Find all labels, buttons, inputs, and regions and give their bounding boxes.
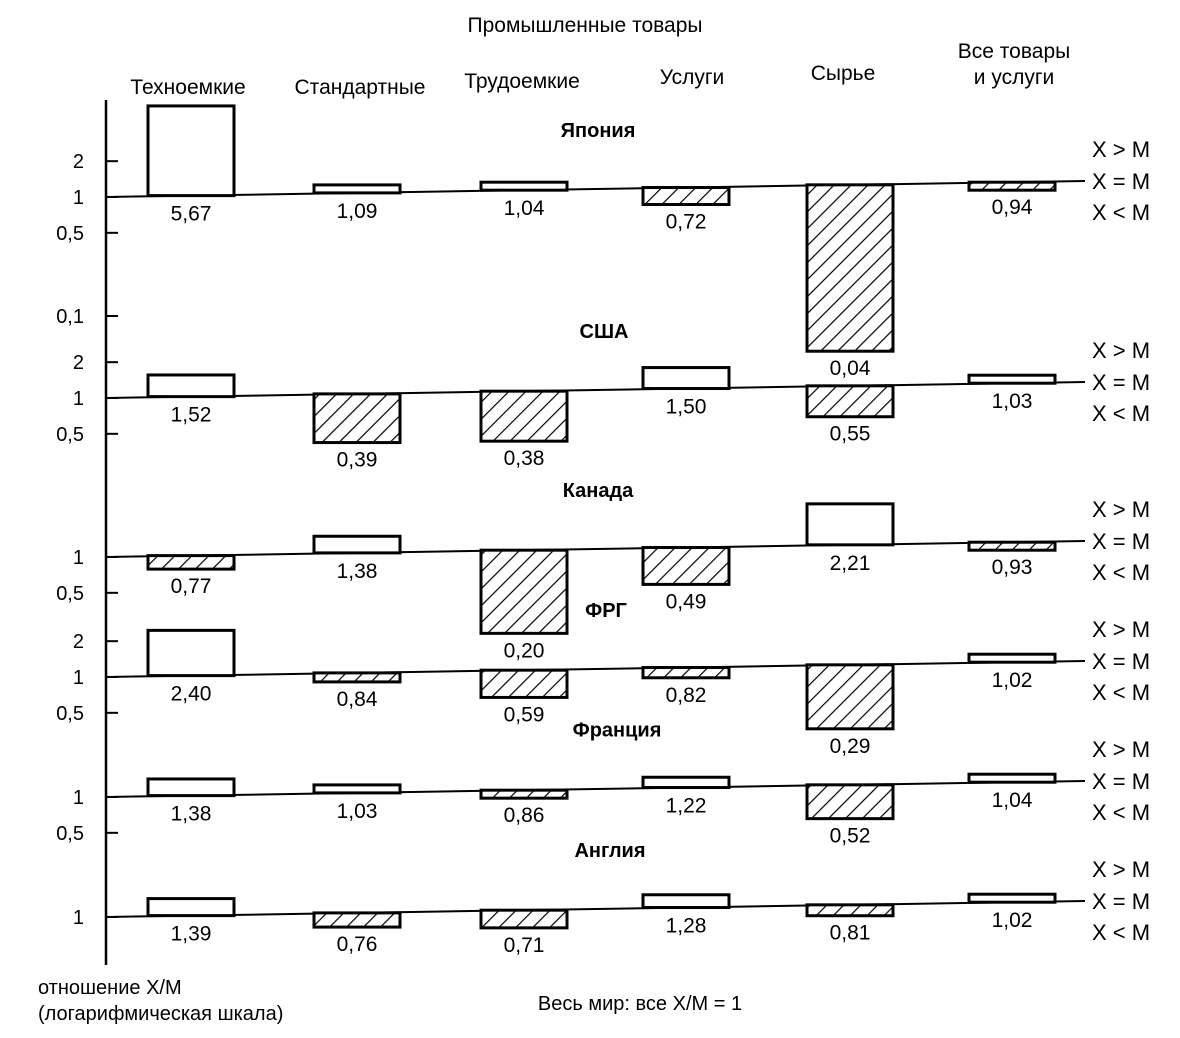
panel-5 [56, 720, 1150, 848]
data-label: 1,03 [336, 799, 378, 823]
baseline-x-equals-m [106, 901, 1085, 917]
data-label: 0,38 [503, 447, 545, 471]
bar-1 [148, 899, 234, 916]
data-label: 0,82 [665, 683, 707, 707]
bar-5 [807, 386, 893, 417]
data-label: 0,55 [829, 422, 871, 446]
bar-2 [314, 185, 400, 193]
y-tick-label: 2 [72, 631, 84, 654]
data-label: 0,52 [829, 824, 871, 848]
comparison-label-2: X = M [1092, 169, 1151, 194]
data-label: 1,38 [170, 802, 212, 826]
comparison-label-3: X < M [1092, 800, 1151, 825]
bar-4 [643, 548, 729, 585]
bar-1 [148, 630, 234, 675]
comparison-label-1: X > M [1092, 857, 1151, 882]
bar-6 [969, 654, 1055, 662]
category-header-4: Услуги [659, 66, 725, 89]
bar-6 [969, 542, 1055, 550]
y-tick-label: 1 [72, 787, 84, 809]
data-label: 0,59 [503, 703, 545, 727]
y-tick-label: 2 [72, 352, 84, 375]
baseline-x-equals-m [106, 382, 1085, 398]
bar-3 [481, 391, 567, 441]
category-headers [130, 40, 1070, 99]
panel-2 [56, 321, 1150, 472]
comparison-label-3: X < M [1092, 200, 1151, 225]
y-axis-label-line2: (логарифмическая шкала) [38, 1003, 284, 1025]
comparison-label-1: X > M [1092, 497, 1151, 522]
bar-2 [314, 536, 400, 553]
bar-4 [643, 777, 729, 787]
y-tick-label: 0,1 [56, 306, 84, 328]
data-label: 2,21 [829, 551, 871, 575]
bar-5 [807, 785, 893, 819]
data-label: 0,81 [829, 921, 871, 945]
bar-5 [807, 504, 893, 545]
category-header-3: Трудоемкие [464, 70, 580, 93]
comparison-label-3: X < M [1092, 920, 1151, 945]
comparison-label-3: X < M [1092, 680, 1151, 705]
category-header-1: Технoемкие [130, 76, 246, 99]
y-tick-label: 1 [72, 187, 84, 209]
y-tick-label: 2 [72, 151, 84, 174]
bar-3 [481, 182, 567, 190]
world-footnote: Весь мир: все Х/М = 1 [537, 993, 743, 1015]
bar-5 [807, 665, 893, 729]
data-label: 1,52 [170, 403, 212, 427]
y-axis-label-line1: отношение Х/М [38, 977, 182, 999]
country-label: США [579, 320, 629, 343]
bar-5 [807, 905, 893, 916]
bar-5 [807, 185, 893, 351]
data-label: 1,04 [991, 789, 1033, 813]
bar-1 [148, 106, 234, 196]
data-label: 0,04 [829, 357, 871, 381]
data-label: 0,49 [665, 590, 707, 614]
data-label: 0,76 [336, 933, 378, 957]
bar-4 [643, 895, 729, 908]
comparison-label-2: X = M [1092, 529, 1151, 554]
category-header-6-line1: Все товары [957, 40, 1071, 63]
data-label: 1,04 [503, 197, 545, 221]
bar-6 [969, 774, 1055, 782]
bar-1 [148, 556, 234, 570]
data-label: 1,03 [991, 390, 1033, 414]
bar-2 [314, 673, 400, 682]
baseline-x-equals-m [106, 781, 1085, 797]
country-label: ФРГ [585, 599, 627, 622]
bar-2 [314, 394, 400, 443]
bar-3 [481, 910, 567, 928]
country-panels [56, 106, 1150, 957]
baseline-x-equals-m [106, 181, 1085, 197]
baseline-x-equals-m [106, 541, 1085, 557]
industrial-goods-header: Промышленные товары [467, 14, 703, 37]
comparison-label-2: X = M [1092, 370, 1151, 395]
data-label: 0,94 [991, 196, 1033, 220]
data-label: 0,29 [829, 734, 871, 758]
y-tick-label: 1 [72, 547, 84, 569]
comparison-label-1: X > M [1092, 617, 1151, 642]
data-label: 1,09 [336, 199, 378, 223]
country-label: Япония [560, 119, 636, 142]
bar-6 [969, 182, 1055, 190]
y-tick-label: 0,5 [56, 222, 84, 245]
data-label: 0,93 [991, 556, 1033, 580]
data-label: 0,84 [336, 687, 378, 711]
data-label: 0,86 [503, 804, 545, 828]
bar-6 [969, 375, 1055, 383]
y-tick-label: 0,5 [56, 423, 84, 446]
y-tick-label: 0,5 [56, 822, 84, 845]
data-label: 1,38 [336, 559, 378, 583]
country-label: Англия [574, 839, 646, 862]
comparison-label-2: X = M [1092, 889, 1151, 914]
category-header-2: Стандартные [294, 76, 426, 99]
data-label: 0,77 [170, 575, 212, 599]
category-header-5: Сырье [810, 62, 876, 85]
data-label: 1,22 [665, 794, 707, 818]
bar-1 [148, 779, 234, 796]
data-label: 0,71 [503, 933, 545, 957]
bar-3 [481, 790, 567, 798]
category-header-6-line2: и услуги [973, 66, 1055, 89]
comparison-label-1: X > M [1092, 338, 1151, 363]
y-tick-label: 1 [72, 907, 84, 929]
data-label: 1,50 [665, 395, 707, 419]
data-label: 0,39 [336, 448, 378, 472]
comparison-label-1: X > M [1092, 737, 1151, 762]
bar-4 [643, 368, 729, 389]
y-tick-label: 0,5 [56, 582, 84, 605]
bar-6 [969, 894, 1055, 902]
comparison-label-1: X > M [1092, 137, 1151, 162]
country-label: Франция [572, 719, 662, 742]
bar-3 [481, 550, 567, 633]
data-label: 1,02 [991, 669, 1033, 693]
bar-2 [314, 913, 400, 927]
comparison-label-3: X < M [1092, 401, 1151, 426]
data-label: 1,39 [170, 922, 212, 946]
y-tick-label: 1 [72, 667, 84, 689]
bar-3 [481, 670, 567, 697]
data-label: 1,02 [991, 909, 1033, 933]
data-label: 5,67 [170, 202, 212, 226]
comparison-label-2: X = M [1092, 769, 1151, 794]
data-label: 0,72 [665, 210, 707, 234]
bar-1 [148, 375, 234, 397]
comparison-label-3: X < M [1092, 560, 1151, 585]
bar-4 [643, 668, 729, 678]
bar-4 [643, 188, 729, 205]
comparison-label-2: X = M [1092, 649, 1151, 674]
data-label: 2,40 [170, 682, 212, 706]
country-label: Канада [562, 479, 634, 502]
bar-2 [314, 785, 400, 793]
y-tick-label: 1 [72, 388, 84, 410]
baseline-x-equals-m [106, 661, 1085, 677]
data-label: 0,20 [503, 639, 545, 663]
y-tick-label: 0,5 [56, 702, 84, 725]
data-label: 1,28 [665, 914, 707, 938]
panel-6 [73, 840, 1150, 957]
